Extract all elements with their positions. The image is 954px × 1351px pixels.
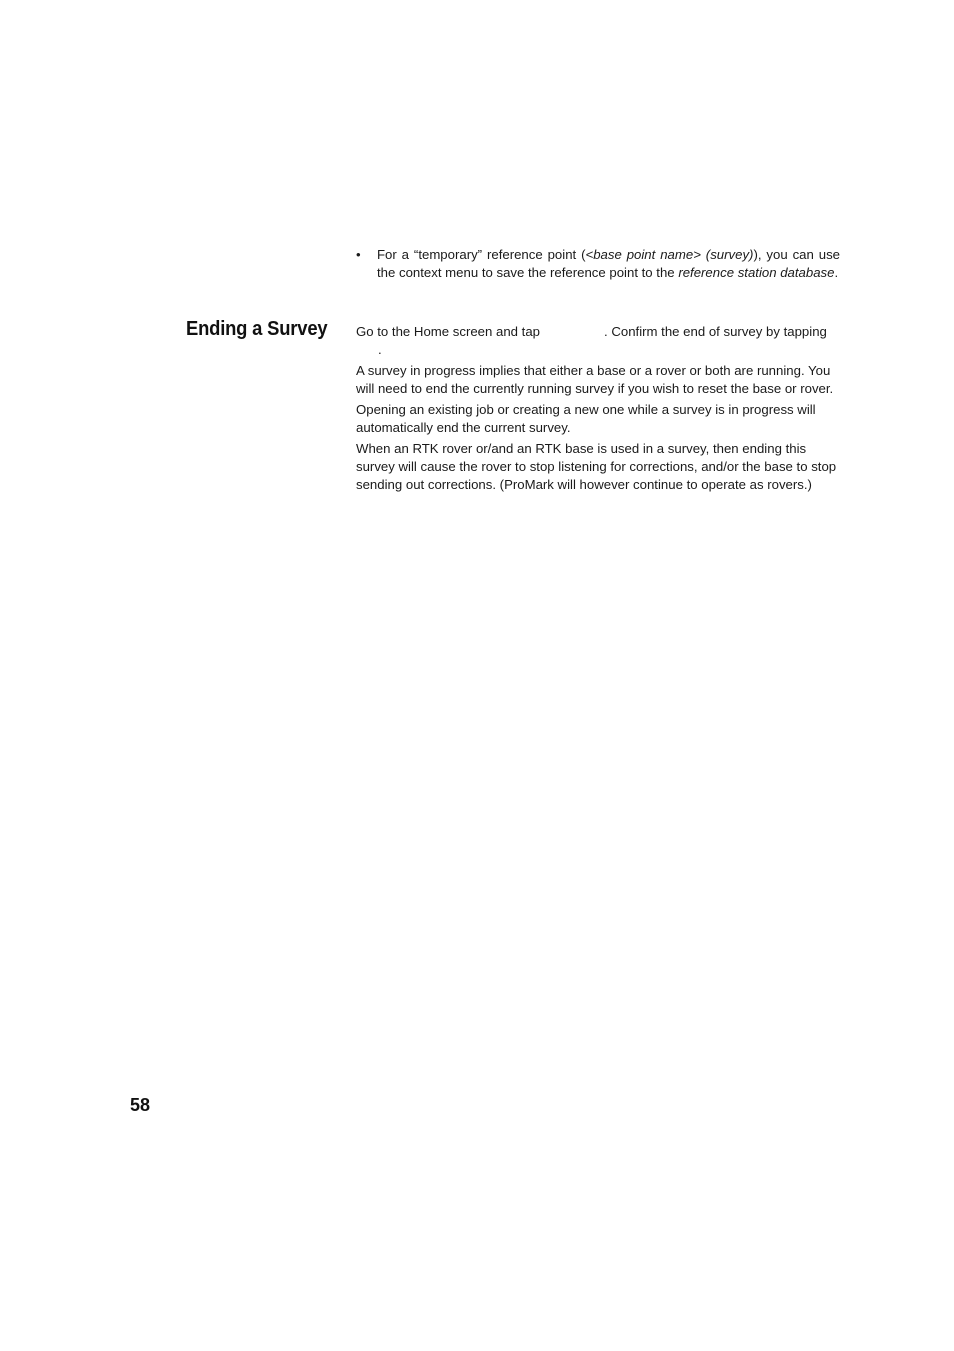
bullet-text-start: For a “temporary” reference point (	[377, 247, 586, 262]
reference-station-database-term: reference station database	[678, 264, 835, 280]
bullet-marker: •	[356, 247, 361, 262]
paragraph-opening-job: Opening an existing job or creating a new one while a survey is in progress will automatically end the current survey.	[356, 401, 816, 435]
bullet-text-end: .	[834, 264, 839, 280]
instruction-part-3: .	[378, 341, 382, 357]
paragraph-rtk-note: When an RTK rover or/and an RTK base is used in a survey, then ending this survey will cause the rover to stop listening for corrections, and/or the base to stop sending out corrections. (ProMark will however continue to operate as rovers.)	[356, 440, 837, 492]
bullet-list-item	[356, 246, 840, 281]
page-number: 58	[130, 1095, 151, 1115]
section-body	[356, 323, 840, 497]
paragraph-instructions	[356, 323, 840, 359]
bullet-text-middle: ), you can use the context menu to save the reference point to the	[377, 247, 840, 280]
base-point-name-term: <base point name> (survey)	[585, 247, 754, 262]
paragraph-survey-in-progress: A survey in progress implies that either a base or a rover or both are running. You will need to end the currently running survey if you wish to reset the base or rover.	[356, 362, 834, 396]
instruction-part-1: Go to the Home screen and tap	[356, 324, 541, 339]
instruction-part-2: . Confirm the end of survey by tapping	[604, 324, 827, 339]
section-heading: Ending a Survey	[186, 318, 328, 340]
bullet-text	[377, 246, 840, 281]
